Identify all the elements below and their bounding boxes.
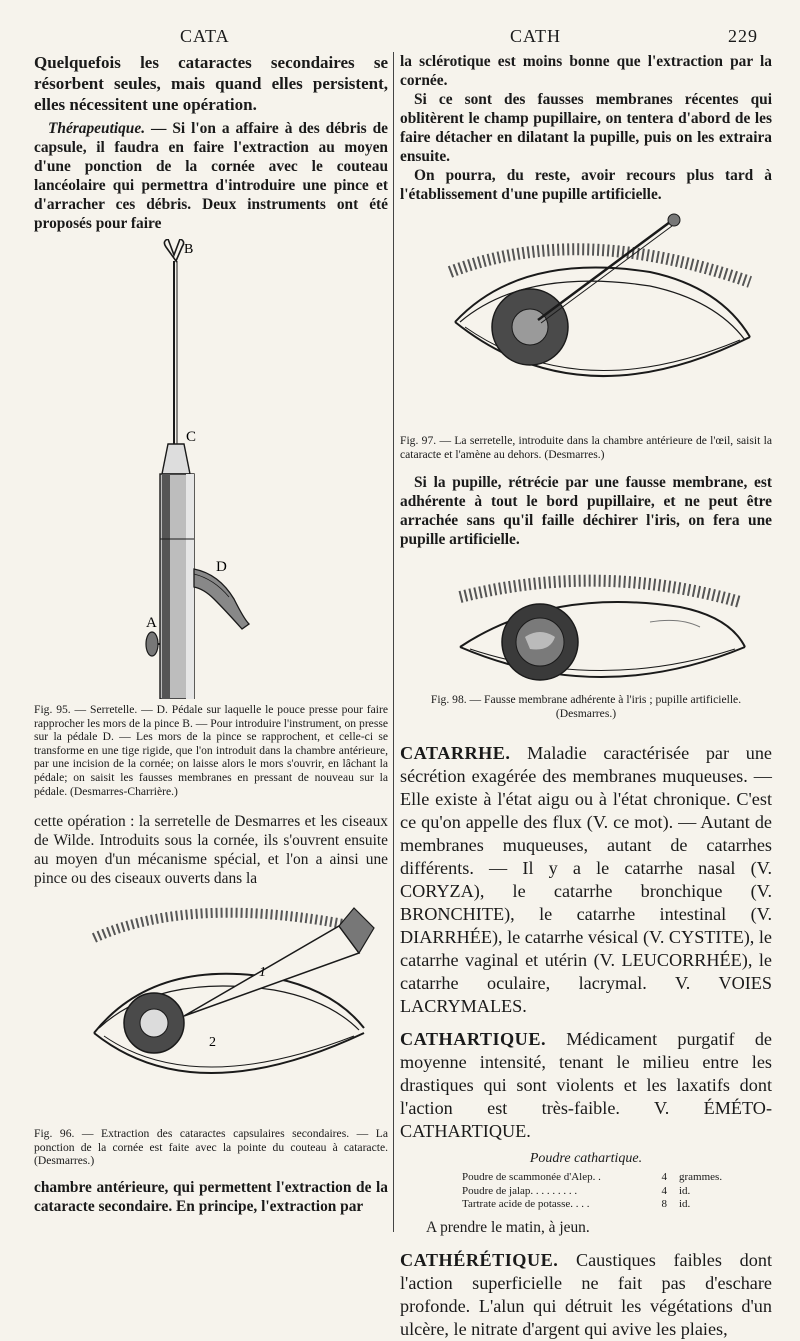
entry-cathartique [400, 1028, 772, 1143]
entry-catarrhe-text: Maladie caractérisée par une sécrétion exagérée des membranes muqueuses. — Elle existe à l'état aigu ou à l'état chronique. C'est ce qu'on appelle des flux (V. ce mot). — Autant de membranes muqueuses, autant de catarrhes différents. — Il y a le catarrhe nasal (V. CORYZA), le catarrhe bronchique (V. BRONCHITE), le catarrhe intestinal (V. DIARRHÉE), le catarrhe vésical (V. CYSTITE), le catarrhe vaginal et utérin (V. LEUCORRHÉE), le catarrhe oculaire, lacrymal. V. VOIES LACRYMALES. [400, 743, 772, 1017]
left-paragraph-4: chambre antérieure, qui permettent l'extraction de la cataracte secondaire. En principe, l'extraction par [34, 1178, 388, 1215]
formula-qty: 4 [661, 1171, 667, 1184]
left-paragraph-3: cette opération : la serretelle de Desmarres et les ciseaux de Wilde. Introduits sous la cornée, ils s'ouvrent ensuite au moyen d'un mécanisme spécial, et l'on a ainsi une pince ou des ciseaux ouverts dans la [34, 813, 388, 888]
right-paragraph-4: Si la pupille, rétrécie par une fausse membrane, est adhérente à tout le bord pupillaire, et ne peut être arrachée sans qu'il faille déchirer l'iris, on fera une pupille artificielle. [400, 474, 772, 549]
serretelle-illustration [34, 239, 388, 699]
entry-catheretique [400, 1249, 772, 1341]
formula-qty: 4 [661, 1184, 667, 1197]
entry-cathartique-head: CATHARTIQUE. [400, 1029, 546, 1050]
running-head-left: CATA [180, 26, 230, 46]
formula-ingredient: Poudre de scammonée d'Alep. . [462, 1171, 601, 1184]
right-paragraph-1: la sclérotique est moins bonne que l'extraction par la cornée. [400, 53, 772, 89]
eye-membrane-illustration [400, 567, 772, 689]
poudre-formula [462, 1171, 772, 1212]
poudre-title: Poudre cathartique. [529, 1151, 643, 1167]
figure-95-caption: Fig. 95. — Serretelle. — D. Pédale sur laquelle le pouce presse pour faire rapprocher les mors de la pince B. — Pour introduire l'instrument, on presse sur la pédale D. — Les mors de la pince se rapprochent, et celle-ci se transforme en une tige rigide, que l'on introduit dans la chambre antérieure, par une incision de la cornée; on laisse alors le mors s'ouvrir, en lâchant la pédale; on saisit les fausses membranes en pressant de nouveau sur la pédale. (Desmarres-Charrière.) [34, 703, 388, 798]
entry-catarrhe-head: CATARRHE. [400, 743, 511, 764]
running-head-right: CATH [510, 26, 562, 46]
entry-catarrhe [400, 742, 772, 1018]
formula-row [462, 1185, 772, 1199]
eye-knife-illustration [34, 898, 388, 1123]
right-paragraph-3: On pourra, du reste, avoir recours plus tard à l'établissement d'une pupille artificielle. [400, 167, 772, 203]
poudre-note: A prendre le matin, à jeun. [426, 1218, 590, 1236]
label-D: D [216, 559, 227, 575]
formula-qty: 8 [661, 1198, 667, 1211]
formula-row [462, 1171, 772, 1185]
eye-serretelle-illustration [400, 212, 772, 430]
right-paragraph-2: Si ce sont des fausses membranes récentes qui oblitèrent le champ pupillaire, on tentera d'abord de les faire détacher en dilatant la pupille, puis on les extraira ensuite. [400, 91, 772, 165]
left-column [34, 52, 388, 1216]
formula-ingredient: Poudre de jalap. . . . . . . . . [462, 1184, 578, 1197]
entry-cathartique-text: Médicament purgatif de moyenne intensité, tenant le milieu entre les drastiques qui sont violents et les laxatifs dont l'action est très-faible. V. ÉMÉTO-CATHARTIQUE. [400, 1029, 772, 1142]
left-paragraph-1: Quelquefois les cataractes secondaires se résorbent seules, mais quand elles persistent, elles nécessitent une opération. [34, 53, 388, 114]
entry-catheretique-head: CATHÉRÉTIQUE. [400, 1249, 559, 1270]
figure-97-caption: Fig. 97. — La serretelle, introduite dans la chambre antérieure de l'œil, saisit la cataracte et l'amène au dehors. (Desmarres.) [400, 434, 772, 461]
entry-catheretique-text: Caustiques faibles dont l'action superficielle ne fait pas d'eschare profonde. L'alun qui détruit les végétations d'un ulcère, le nitrate d'argent qui avive les plaies, [400, 1249, 772, 1339]
formula-unit: id. [679, 1184, 691, 1197]
column-divider [393, 52, 394, 1232]
figure-96-caption: Fig. 96. — Extraction des cataractes capsulaires secondaires. — La ponction de la cornée est faite avec la pointe du couteau à cataracte. (Desmarres.) [34, 1127, 388, 1168]
formula-unit: grammes. [679, 1171, 723, 1184]
formula-ingredient: Tartrate acide de potasse. . . . [462, 1198, 590, 1211]
label-B: B [184, 242, 194, 257]
formula-row [462, 1198, 772, 1212]
figure-96-extraction [34, 898, 388, 1123]
therapeutique-text: — Si l'on a affaire à des débris de capsule, il faudra en faire l'extraction au moyen d'une ponction de la cornée avec le couteau lancéolaire qui permettra d'introduire une pince et d'arracher ces débris. Deux instruments ont été proposés pour faire [34, 120, 388, 232]
therapeutique-label: Thérapeutique. [48, 120, 146, 137]
figure-97-serretelle-eye [400, 212, 772, 430]
formula-unit: id. [679, 1198, 691, 1211]
label-1: 1 [259, 965, 266, 981]
label-C: C [186, 429, 197, 445]
figure-98-fausse-membrane [400, 567, 772, 689]
right-column [400, 52, 772, 1341]
label-2: 2 [209, 1035, 216, 1051]
figure-98-caption: Fig. 98. — Fausse membrane adhérente à l'iris ; pupille artificielle. (Desmarres.) [430, 693, 742, 720]
page-header [0, 26, 800, 48]
left-paragraph-therapeutique [34, 119, 388, 233]
figure-95-serretelle [34, 239, 388, 699]
page-number: 229 [728, 26, 758, 46]
label-A: A [146, 615, 157, 631]
